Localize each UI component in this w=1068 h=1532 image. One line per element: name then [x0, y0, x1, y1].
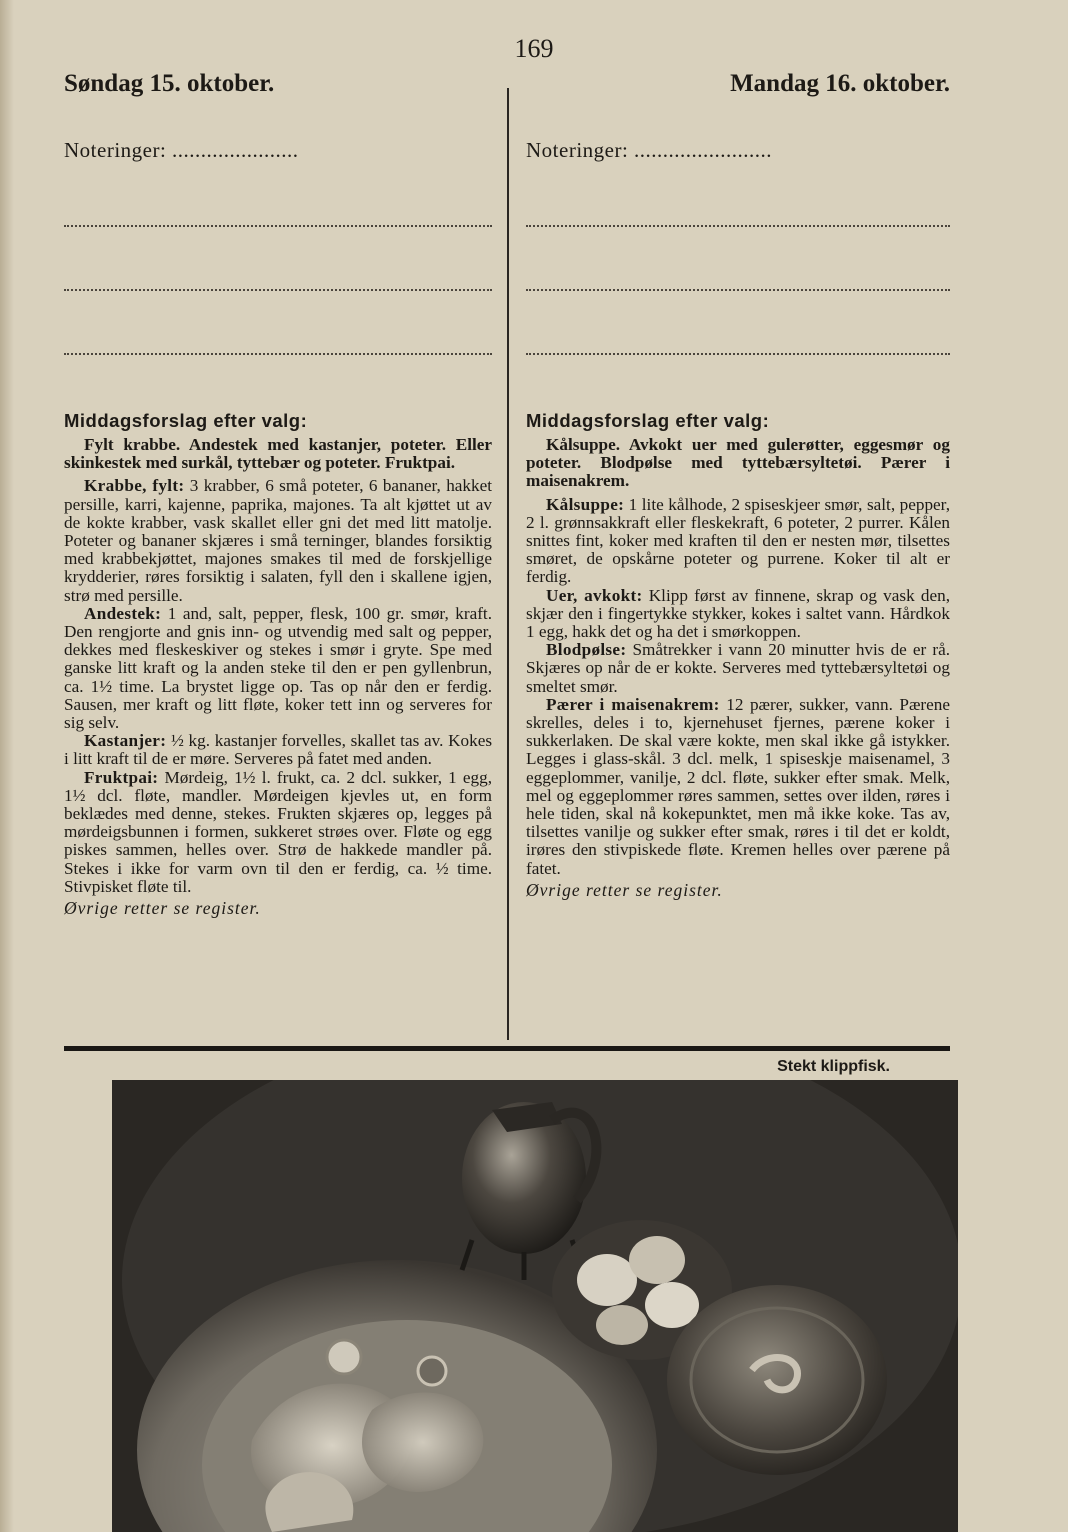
recipe-paragraph: [64, 477, 492, 604]
day-heading-right: Mandag 16. oktober.: [730, 70, 950, 97]
menu-heading-right: Middagsforslag efter valg:: [526, 410, 770, 431]
recipe-body: Mørdeig, 1½ l. frukt, ca. 2 dcl. sukker, 1 egg, 1½ dcl. fløte, mandler. Mørdeigen kjevles ut, en form beklædes med denne, stekes. Frukten skjæres op, legges på mørdeigsbunnen i formen, sukkeret strøes over. Fløte og egg piskes sammen, helles over. Strø de hakkede mandler på. Stekes i ikke for varm ovn til den er ferdig, ca. ½ time. Stivpisket fløte til.: [64, 767, 492, 896]
left-column: [64, 70, 492, 919]
ovrige-note-left: Øvrige retter se register.: [64, 898, 261, 919]
food-photo-illustration: [112, 1080, 958, 1532]
notes-label-left: Noteringer: ......................: [64, 138, 299, 162]
notes-line: [64, 291, 492, 355]
page-edge-shadow: [0, 0, 14, 1532]
recipe-paragraph: [64, 769, 492, 896]
notes-line: [526, 227, 950, 291]
notes-line: [526, 163, 950, 227]
recipe-body: 1 lite kålhode, 2 spiseskjeer smør, salt, pepper, 2 l. grønnsakkraft eller fleskekraft, 6 poteter, 2 purrer. Kålen snittes fint, koker med kraften til den er nesten mør, tilsettes smøret, de opskårne poteter og purrene. Koker til alt er ferdig.: [526, 494, 951, 587]
recipe-body: Småtrekker i vann 20 minutter hvis de er rå. Skjæres op når de er kokte. Serveres med tyttebærsyltetøi og smeltet smør.: [526, 640, 950, 696]
recipe-label: Blodpølse:: [546, 640, 627, 660]
notes-block-left: [64, 138, 492, 388]
notes-block-right: [526, 138, 950, 388]
notes-label-right: Noteringer: ........................: [526, 138, 773, 162]
recipe-body: 12 pærer, sukker, vann. Pærene skrelles, deles i to, kjernehuset fjernes, pærene koker i sukkerlaken. De skal være kokte, men skal ikke gå istykker. Legges i glass-skål. 3 dcl. melk, 1 spiseskje maisenamel, 3 eggeplommer, vanilje, 2 dcl. fløte, sukker efter smak. Melk, mel og eggeplommer røres sammen, settes over ilden, røres i hele tiden, skal nå kokepunktet, men må ikke koke. Tas av, tilsettes vanilje og sukker efter smak, røres i til det er koldt, irøres den stivpiskede fløte. Kremen helles over pærene på fatet.: [526, 694, 950, 878]
column-divider: [507, 88, 509, 1040]
recipe-label: Fruktpai:: [84, 767, 159, 787]
recipe-label: Uer, avkokt:: [546, 585, 643, 605]
recipe-label: Kålsuppe:: [546, 494, 625, 514]
notes-line: [526, 291, 950, 355]
menu-text-left: [64, 436, 492, 896]
recipe-paragraph: [64, 605, 492, 732]
recipe-body: 1 and, salt, pepper, flesk, 100 gr. smør, kraft. Den rengjorte and gnis inn- og utvendig med salt og pepper, dekkes med fleskeskiver og stekes i smør i gryte. Spe med ganske litt kraft og la anden steke til den er pen gyllenbrun, ca. 1½ time. La brystet ligge op. Tas op når den er ferdig. Sausen, mer kraft og litt fløte, koker tett inn og serveres for sig selv.: [64, 603, 493, 733]
recipe-body: Klipp først av finnene, skrap og vask den, skjær den i fingertykke stykker, kokes i saltet vann. Hårdkok 1 egg, hakk det og ha det i smørkoppen.: [526, 585, 950, 642]
recipe-label: Krabbe, fylt:: [84, 476, 185, 496]
menu-summary-left: Fylt krabbe. Andestek med kastanjer, poteter. Eller skinkestek med surkål, tyttebær og poteter. Fruktpai.: [64, 435, 492, 473]
food-photo: [112, 1080, 958, 1532]
page-number: 169: [514, 34, 554, 63]
notes-line: [64, 227, 492, 291]
menu-text-right: [526, 436, 950, 878]
menu-summary-right: Kålsuppe. Avkokt uer med gulerøtter, eggesmør og poteter. Blodpølse med tyttebærsyltetøi. Pærer i maisenakrem.: [526, 435, 950, 491]
recipe-label: Andestek:: [84, 603, 162, 623]
menu-heading-left: Middagsforslag efter valg:: [64, 410, 308, 431]
recipe-paragraph: [64, 732, 492, 768]
recipe-label: Kastanjer:: [84, 731, 167, 751]
notes-line: [64, 163, 492, 227]
photo-caption: Stekt klippfisk.: [777, 1058, 890, 1075]
photo-rule: [64, 1046, 950, 1051]
recipe-body: 3 krabber, 6 små poteter, 6 bananer, hakket persille, karri, kajenne, paprika, majones. Ta alt kjøttet ut av de kokte krabber, vask skallet eller gni det med litt matolje. Poteter og bananer skjæres i små terninger, blandes forsiktig med krabbekjøttet, majones smakes til med de forskjellige krydderier, røres forsiktig i salaten, fyll den i skallene igjen, strø med persille.: [64, 476, 493, 605]
recipe-paragraph: [526, 496, 950, 587]
recipe-paragraph: [526, 587, 950, 642]
day-heading-left: Søndag 15. oktober.: [64, 70, 275, 97]
recipe-body: ½ kg. kastanjer forvelles, skallet tas av. Kokes i litt kraft til de er møre. Serveres på fatet med anden.: [64, 731, 493, 769]
recipe-paragraph: [526, 696, 950, 878]
ovrige-note-right: Øvrige retter se register.: [526, 879, 723, 900]
right-column: [526, 70, 950, 901]
recipe-paragraph: [526, 641, 950, 696]
recipe-label: Pærer i maisenakrem:: [546, 694, 720, 714]
